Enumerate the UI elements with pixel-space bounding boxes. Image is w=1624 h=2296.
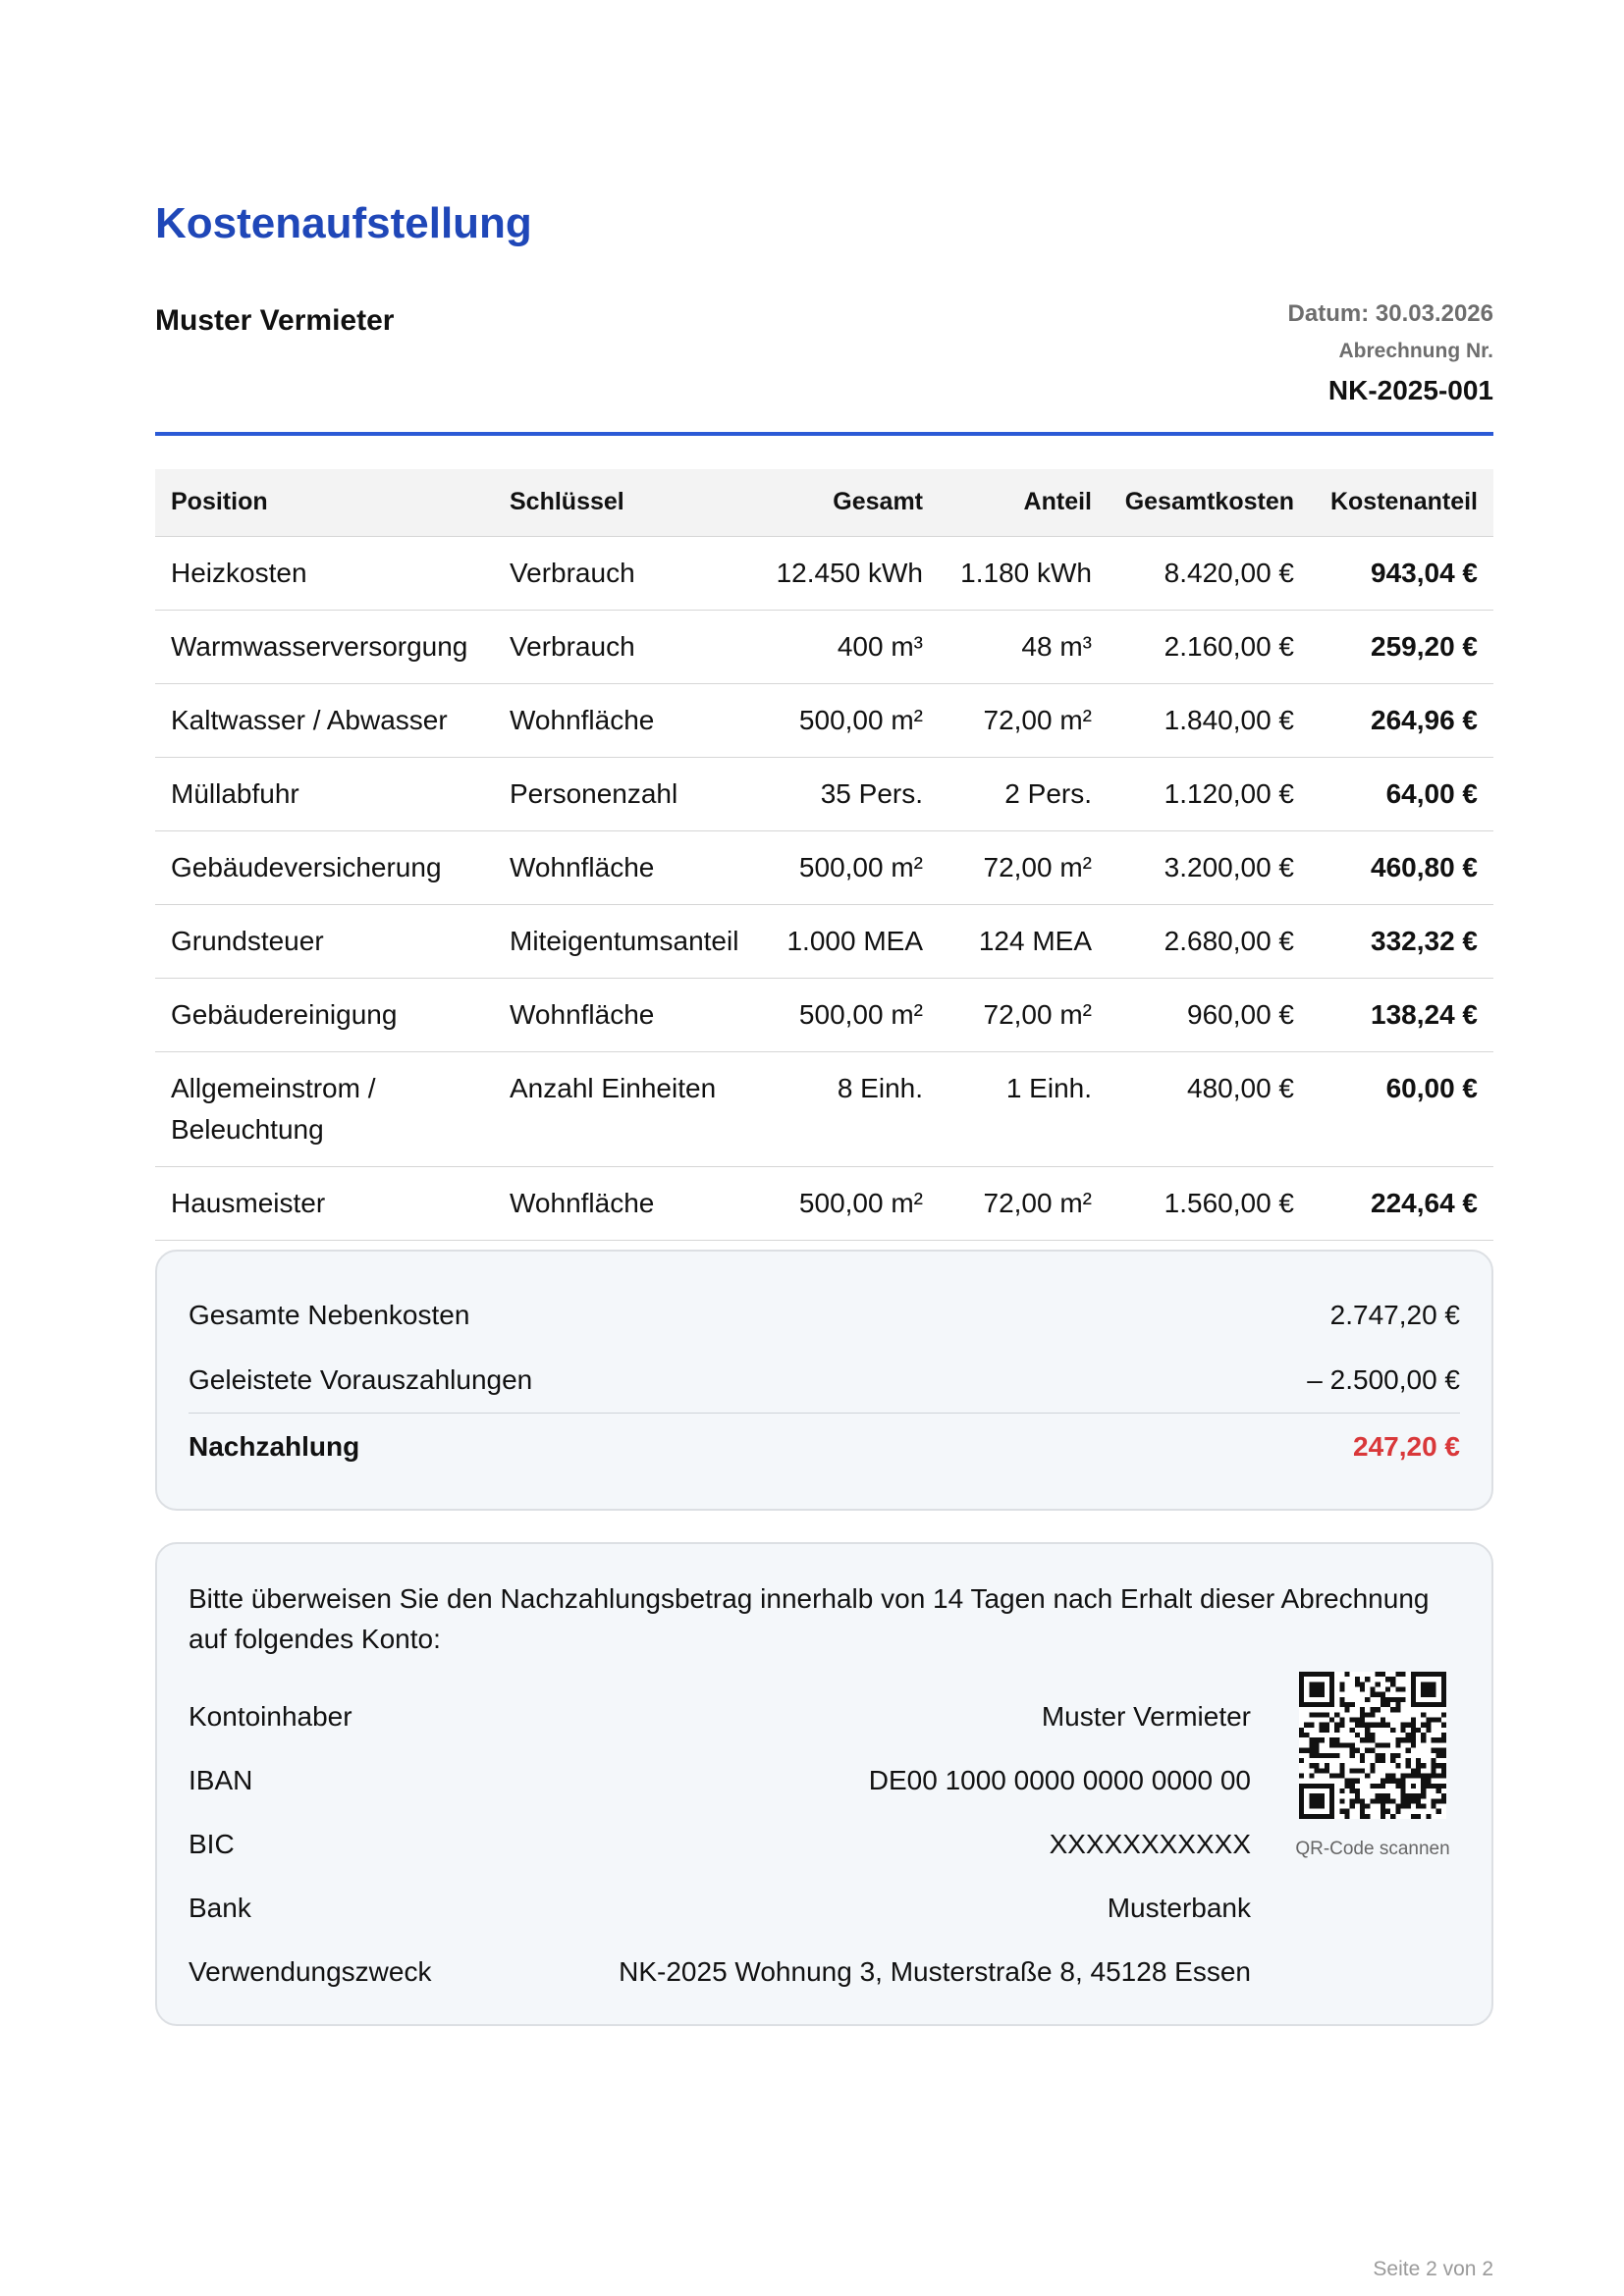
bank-details: [189, 1684, 1251, 2003]
cell-position: Müllabfuhr: [155, 757, 494, 830]
cell-share: 64,00 €: [1310, 757, 1493, 830]
cell-part: 48 m³: [939, 610, 1108, 683]
table-row: [155, 1166, 1493, 1240]
column-header-share: Kostenanteil: [1310, 469, 1493, 536]
cell-total: 400 m³: [757, 610, 939, 683]
cell-part: 124 MEA: [939, 904, 1108, 978]
summary-balance-label: Nachzahlung: [189, 1430, 360, 1462]
cell-total: 35 Pers.: [757, 757, 939, 830]
bank-field-value: NK-2025 Wohnung 3, Musterstraße 8, 45128 Essen: [619, 1955, 1251, 1987]
cell-position: Heizkosten: [155, 536, 494, 610]
summary-total-value: 2.747,20 €: [1329, 1300, 1460, 1330]
bank-row-account-holder: [189, 1684, 1251, 1748]
cell-share: 460,80 €: [1310, 830, 1493, 904]
cell-position: Grundsteuer: [155, 904, 494, 978]
column-header-cost: Gesamtkosten: [1108, 469, 1310, 536]
table-row: [155, 1051, 1493, 1166]
cell-part: 72,00 m²: [939, 683, 1108, 757]
qr-code-block: [1284, 1672, 1461, 1860]
bank-row-bic: [189, 1812, 1251, 1876]
summary-row-balance: [189, 1413, 1460, 1479]
cell-share: 60,00 €: [1310, 1051, 1493, 1166]
cell-position: Gebäudeversicherung: [155, 830, 494, 904]
cell-key: Verbrauch: [494, 536, 757, 610]
bank-field-label: BIC: [189, 1828, 235, 1859]
cell-share: 259,20 €: [1310, 610, 1493, 683]
cell-key: Wohnfläche: [494, 1166, 757, 1240]
table-row: [155, 536, 1493, 610]
cell-total: 500,00 m²: [757, 978, 939, 1051]
bank-row-bank: [189, 1876, 1251, 1940]
summary-total-label: Gesamte Nebenkosten: [189, 1300, 470, 1330]
cell-cost: 2.160,00 €: [1108, 610, 1310, 683]
summary-box: [155, 1250, 1493, 1511]
cell-share: 224,64 €: [1310, 1166, 1493, 1240]
invoice-number: NK-2025-001: [1327, 375, 1493, 405]
summary-prepaid-label: Geleistete Vorauszahlungen: [189, 1364, 533, 1395]
cell-part: 2 Pers.: [939, 757, 1108, 830]
payment-box: [155, 1542, 1493, 2026]
cell-part: 1.180 kWh: [939, 536, 1108, 610]
cell-total: 1.000 MEA: [757, 904, 939, 978]
cell-total: 12.450 kWh: [757, 536, 939, 610]
page-title: Kostenaufstellung: [155, 199, 532, 247]
column-header-position: Position: [155, 469, 494, 536]
cell-cost: 1.840,00 €: [1108, 683, 1310, 757]
cell-part: 72,00 m²: [939, 978, 1108, 1051]
invoice-date: Datum: 30.03.2026: [1287, 300, 1493, 327]
bank-field-value: XXXXXXXXXXX: [1049, 1828, 1251, 1859]
cell-key: Wohnfläche: [494, 683, 757, 757]
bank-field-value: Musterbank: [1107, 1892, 1251, 1923]
cell-cost: 3.200,00 €: [1108, 830, 1310, 904]
cell-part: 1 Einh.: [939, 1051, 1108, 1166]
cell-part: 72,00 m²: [939, 830, 1108, 904]
header-divider: [155, 432, 1493, 436]
cell-key: Wohnfläche: [494, 830, 757, 904]
cell-part: 72,00 m²: [939, 1166, 1108, 1240]
cell-key: Verbrauch: [494, 610, 757, 683]
cell-share: 138,24 €: [1310, 978, 1493, 1051]
bank-field-value: Muster Vermieter: [1041, 1700, 1251, 1732]
table-header-row: [155, 469, 1493, 536]
invoice-meta: [1288, 300, 1493, 406]
cell-key: Personenzahl: [494, 757, 757, 830]
column-header-part: Anteil: [939, 469, 1108, 536]
table-row: [155, 683, 1493, 757]
bank-row-reference: [189, 1940, 1251, 2003]
cell-cost: 2.680,00 €: [1108, 904, 1310, 978]
table-row: [155, 904, 1493, 978]
column-header-total: Gesamt: [757, 469, 939, 536]
summary-row-prepaid: [189, 1348, 1460, 1413]
cell-cost: 480,00 €: [1108, 1051, 1310, 1166]
cell-total: 8 Einh.: [757, 1051, 939, 1166]
table-row: [155, 830, 1493, 904]
table-row: [155, 610, 1493, 683]
cell-total: 500,00 m²: [757, 1166, 939, 1240]
invoice-number-label: Abrechnung Nr.: [1338, 340, 1493, 362]
cell-cost: 8.420,00 €: [1108, 536, 1310, 610]
cell-position: Kaltwasser / Abwasser: [155, 683, 494, 757]
cell-cost: 1.560,00 €: [1108, 1166, 1310, 1240]
cell-share: 332,32 €: [1310, 904, 1493, 978]
page-number: Seite 2 von 2: [1373, 2258, 1493, 2280]
cell-key: Wohnfläche: [494, 978, 757, 1051]
table-row: [155, 757, 1493, 830]
bank-field-label: Kontoinhaber: [189, 1700, 352, 1732]
bank-field-label: Verwendungszweck: [189, 1955, 432, 1987]
qr-code-caption: QR-Code scannen: [1295, 1839, 1450, 1859]
cell-position: Gebäudereinigung: [155, 978, 494, 1051]
bank-field-label: IBAN: [189, 1764, 253, 1795]
cell-key: Miteigentumsanteil: [494, 904, 757, 978]
cost-table: [155, 469, 1493, 1241]
cell-position: Allgemeinstrom / Beleuchtung: [155, 1051, 494, 1166]
table-row: [155, 978, 1493, 1051]
cell-cost: 1.120,00 €: [1108, 757, 1310, 830]
cell-position: Warmwasserversorgung: [155, 610, 494, 683]
column-header-key: Schlüssel: [494, 469, 757, 536]
cell-share: 943,04 €: [1310, 536, 1493, 610]
bank-field-value: DE00 1000 0000 0000 0000 00: [868, 1764, 1251, 1795]
bank-row-iban: [189, 1748, 1251, 1812]
cell-cost: 960,00 €: [1108, 978, 1310, 1051]
cell-total: 500,00 m²: [757, 830, 939, 904]
payment-instructions: Bitte überweisen Sie den Nachzahlungsbetrag innerhalb von 14 Tagen nach Erhalt dieser Abrechnung auf folgendes Konto:: [189, 1583, 1430, 1654]
cell-share: 264,96 €: [1310, 683, 1493, 757]
summary-prepaid-value: – 2.500,00 €: [1307, 1364, 1460, 1395]
landlord-name: Muster Vermieter: [155, 304, 395, 337]
bank-field-label: Bank: [189, 1892, 251, 1923]
cell-position: Hausmeister: [155, 1166, 494, 1240]
cell-key: Anzahl Einheiten: [494, 1051, 757, 1166]
cell-total: 500,00 m²: [757, 683, 939, 757]
qr-code-icon: [1299, 1672, 1446, 1819]
summary-balance-value: 247,20 €: [1353, 1430, 1460, 1462]
summary-row-total: [189, 1283, 1460, 1348]
